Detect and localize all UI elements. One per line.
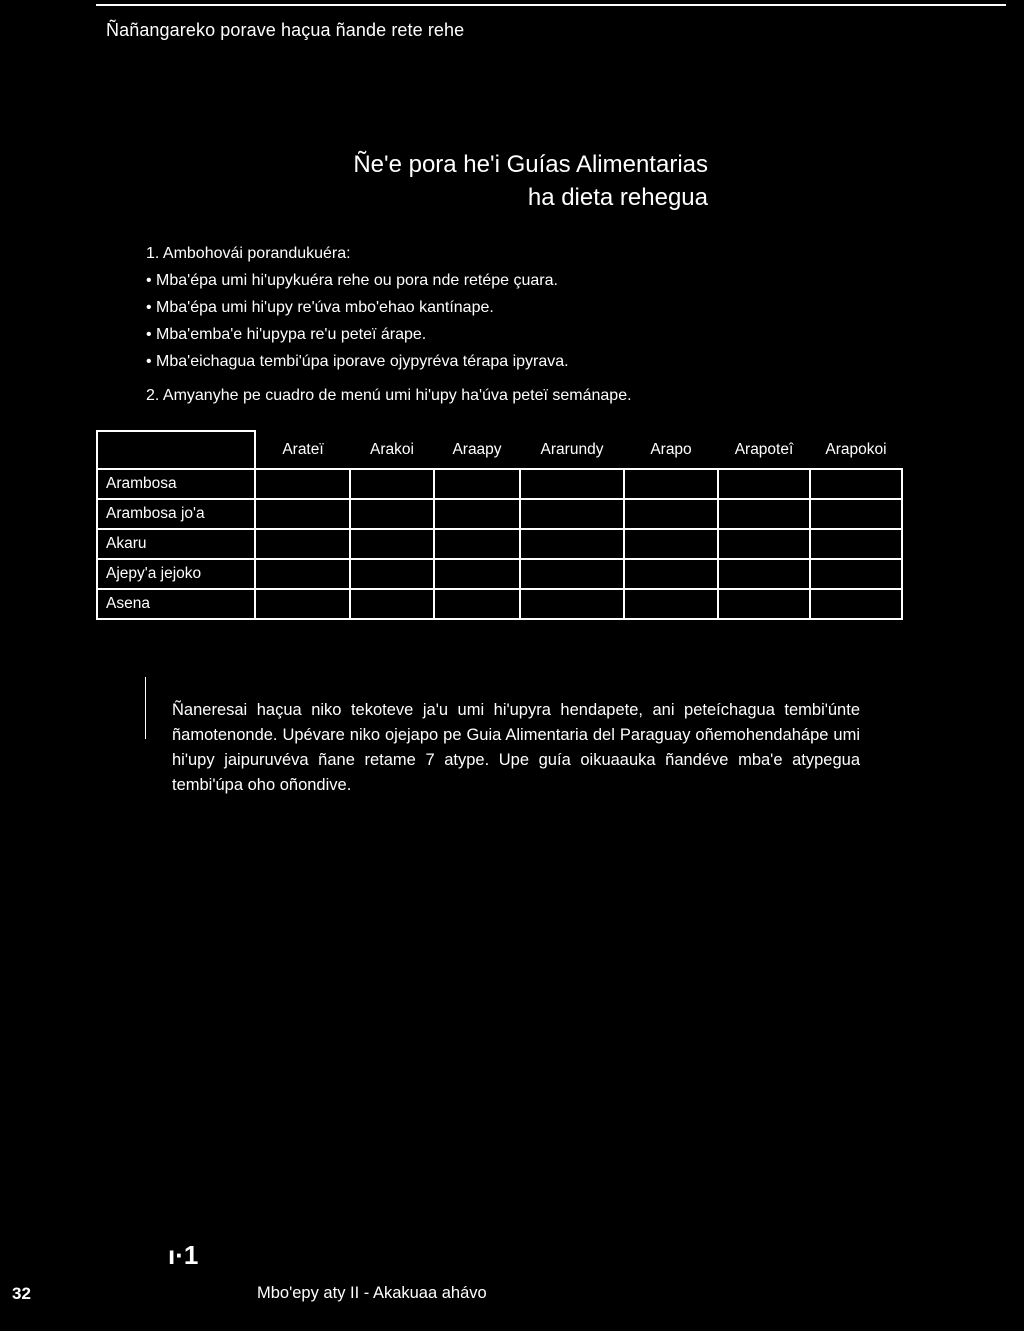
bullet-item: • Mba'emba'e hi'upypa re'u peteï árape. bbox=[146, 326, 427, 343]
table-row bbox=[97, 559, 902, 589]
table-cell bbox=[810, 559, 902, 589]
question-2: 2. Amyanyhe pe cuadro de menú umi hi'upy ha'úva peteï semánape. bbox=[146, 387, 632, 404]
table-cell bbox=[350, 529, 434, 559]
row-label: Ajepy'a jejoko bbox=[97, 559, 255, 589]
table-header-row bbox=[97, 431, 902, 469]
bullet-item: • Mba'épa umi hi'upy re'úva mbo'ehao kantínape. bbox=[146, 299, 494, 316]
row-label: Arambosa bbox=[97, 469, 255, 499]
table-cell bbox=[624, 469, 718, 499]
table-cell bbox=[434, 589, 520, 619]
table-cell bbox=[718, 559, 810, 589]
table-cell bbox=[434, 499, 520, 529]
column-header: Arapokoi bbox=[825, 440, 887, 458]
table-cell bbox=[255, 559, 350, 589]
table-cell bbox=[255, 499, 350, 529]
table-cell bbox=[810, 589, 902, 619]
table-corner bbox=[97, 431, 255, 469]
table-cell bbox=[520, 589, 624, 619]
running-head: Ñañangareko porave haçua ñande rete rehe bbox=[106, 20, 465, 40]
column-header: Arateï bbox=[282, 440, 324, 458]
table-cell bbox=[718, 499, 810, 529]
column-header: Arapo bbox=[650, 440, 692, 458]
table-cell bbox=[520, 559, 624, 589]
table-cell bbox=[434, 469, 520, 499]
section-title bbox=[300, 148, 708, 214]
stray-mark: ı·1 bbox=[168, 1240, 199, 1270]
question-1 bbox=[146, 240, 569, 375]
column-header: Ararundy bbox=[540, 440, 604, 458]
bullet-item: • Mba'épa umi hi'upykuéra rehe ou pora nde retépe çuara. bbox=[146, 272, 558, 289]
top-rule bbox=[96, 4, 1006, 6]
column-header: Arapoteî bbox=[734, 440, 794, 458]
table-cell bbox=[434, 559, 520, 589]
table-cell bbox=[624, 559, 718, 589]
row-label: Asena bbox=[97, 589, 255, 619]
footer-title: Mbo'epy aty II - Akakuaa ahávo bbox=[257, 1284, 487, 1302]
row-label: Arambosa jo'a bbox=[97, 499, 255, 529]
table-row bbox=[97, 499, 902, 529]
table-cell bbox=[624, 499, 718, 529]
question-1-heading: 1. Ambohovái porandukuéra: bbox=[146, 245, 351, 262]
table-cell bbox=[718, 529, 810, 559]
table-row bbox=[97, 529, 902, 559]
table-cell bbox=[810, 499, 902, 529]
table-cell bbox=[810, 469, 902, 499]
table-cell bbox=[810, 529, 902, 559]
note-side-rule bbox=[145, 677, 146, 739]
table-cell bbox=[718, 589, 810, 619]
table-cell bbox=[520, 469, 624, 499]
table-row bbox=[97, 469, 902, 499]
page-number: 32 bbox=[12, 1284, 31, 1303]
table-cell bbox=[624, 589, 718, 619]
table-cell bbox=[350, 469, 434, 499]
table-cell bbox=[350, 559, 434, 589]
table-cell bbox=[350, 499, 434, 529]
table-cell bbox=[255, 589, 350, 619]
table-cell bbox=[255, 529, 350, 559]
table-cell bbox=[350, 589, 434, 619]
column-header: Araapy bbox=[452, 440, 502, 458]
table-cell bbox=[255, 469, 350, 499]
column-header: Arakoi bbox=[370, 440, 414, 458]
table-cell bbox=[520, 529, 624, 559]
note-paragraph: Ñaneresai haçua niko tekoteve ja'u umi hi'upyra hendapete, ani peteíchagua tembi'únte ñamotenonde. Upévare niko ojejapo pe Guia Alimentaria del Paraguay oñemohendahápe umi hi'upy jaipuruvéva ñane retame 7 atype. Upe guía oikuaauka ñandéve mba'e atypegua tembi'úpa oho oñondive. bbox=[172, 701, 860, 794]
bullet-item: • Mba'eichagua tembi'úpa iporave ojypyréva térapa ipyrava. bbox=[146, 353, 569, 370]
table-cell bbox=[434, 529, 520, 559]
table-cell bbox=[624, 529, 718, 559]
title-line-2: ha dieta rehegua bbox=[527, 184, 708, 211]
table-cell bbox=[520, 499, 624, 529]
table-cell bbox=[718, 469, 810, 499]
row-label: Akaru bbox=[97, 529, 255, 559]
title-line-1: Ñe'e pora he'i Guías Alimentarias bbox=[353, 151, 708, 178]
menu-table bbox=[96, 430, 903, 620]
table-row bbox=[97, 589, 902, 619]
